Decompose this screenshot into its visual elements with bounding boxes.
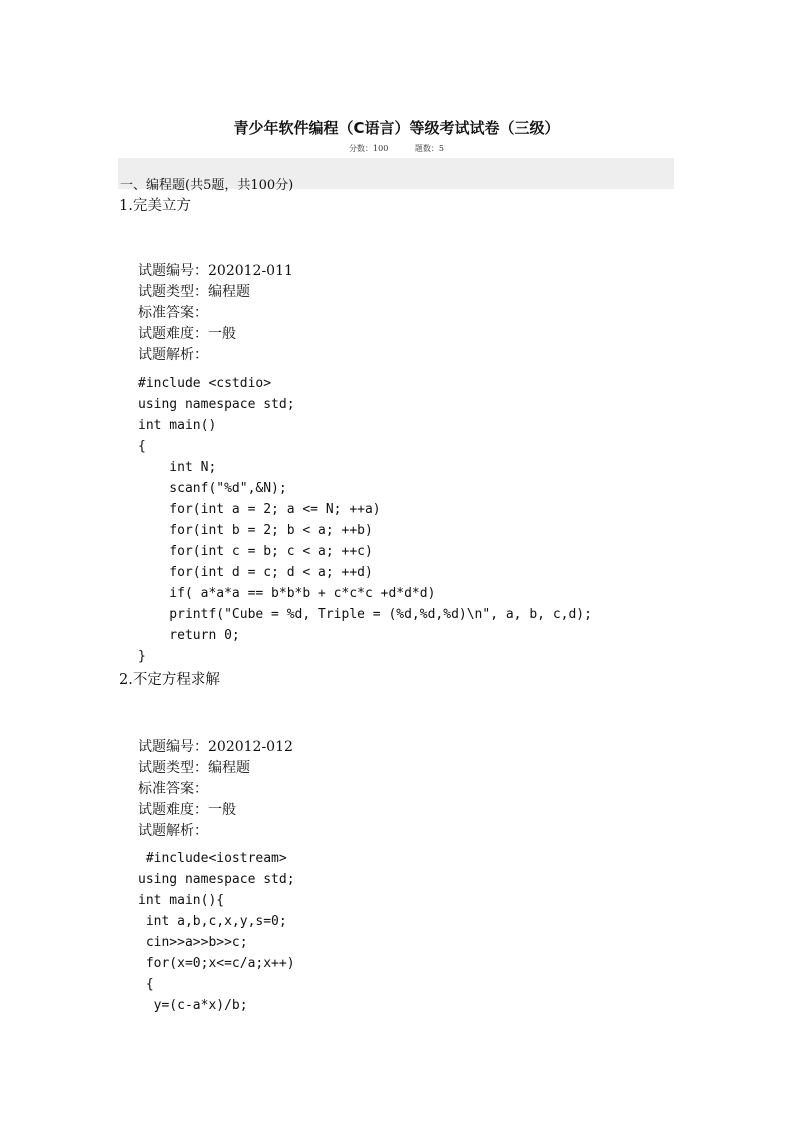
code-line: using namespace std; bbox=[138, 872, 295, 887]
question-count-label: 题数：5 bbox=[414, 144, 444, 153]
score-label: 分数：100 bbox=[349, 144, 389, 153]
question-meta bbox=[138, 261, 293, 366]
section-header bbox=[118, 158, 674, 193]
code-line: for(int d = c; d < a; ++d) bbox=[138, 565, 373, 580]
code-block bbox=[138, 848, 295, 1016]
code-line: using namespace std; bbox=[138, 397, 295, 412]
code-line: printf("Cube = %d, Triple = (%d,%d,%d)\n", a, b, c,d); bbox=[138, 607, 592, 622]
code-line: for(int a = 2; a <= N; ++a) bbox=[138, 502, 381, 517]
code-line: y=(c-a*x)/b; bbox=[138, 998, 248, 1013]
meta-line: 试题类型：编程题 bbox=[138, 760, 250, 776]
document-title: 青少年软件编程（C语言）等级考试试卷（三级） bbox=[233, 119, 560, 137]
code-line: #include<iostream> bbox=[138, 851, 287, 866]
code-line: { bbox=[138, 439, 146, 454]
code-line: int main(){ bbox=[138, 893, 225, 908]
code-line: int main() bbox=[138, 418, 217, 433]
meta-line: 标准答案： bbox=[138, 305, 208, 321]
document-subtitle bbox=[0, 143, 793, 154]
meta-line: 试题难度：一般 bbox=[138, 326, 236, 342]
code-line: return 0; bbox=[138, 628, 240, 643]
code-line: scanf("%d",&N); bbox=[138, 481, 287, 496]
meta-line: 试题类型：编程题 bbox=[138, 284, 250, 300]
meta-line: 试题解析： bbox=[138, 347, 208, 363]
code-line: } bbox=[138, 649, 146, 664]
question-meta bbox=[138, 737, 293, 842]
question-title: 2.不定方程求解 bbox=[119, 672, 220, 688]
meta-line: 试题编号：202012-011 bbox=[138, 263, 293, 279]
question-title: 1.完美立方 bbox=[119, 198, 191, 214]
code-line: for(int c = b; c < a; ++c) bbox=[138, 544, 373, 559]
code-line: if( a*a*a == b*b*b + c*c*c +d*d*d) bbox=[138, 586, 436, 601]
code-line: int a,b,c,x,y,s=0; bbox=[138, 914, 287, 929]
code-line: { bbox=[138, 977, 154, 992]
section-heading: 一、编程题(共5题，共100分) bbox=[120, 178, 294, 193]
code-line: int N; bbox=[138, 460, 217, 475]
code-block bbox=[138, 373, 592, 667]
code-line: for(x=0;x<=c/a;x++) bbox=[138, 956, 295, 971]
code-line: #include <cstdio> bbox=[138, 376, 272, 391]
code-line: cin>>a>>b>>c; bbox=[138, 935, 248, 950]
meta-line: 试题难度：一般 bbox=[138, 802, 236, 818]
code-line: for(int b = 2; b < a; ++b) bbox=[138, 523, 373, 538]
meta-line: 试题解析： bbox=[138, 823, 208, 839]
meta-line: 标准答案： bbox=[138, 781, 208, 797]
meta-line: 试题编号：202012-012 bbox=[138, 739, 293, 755]
